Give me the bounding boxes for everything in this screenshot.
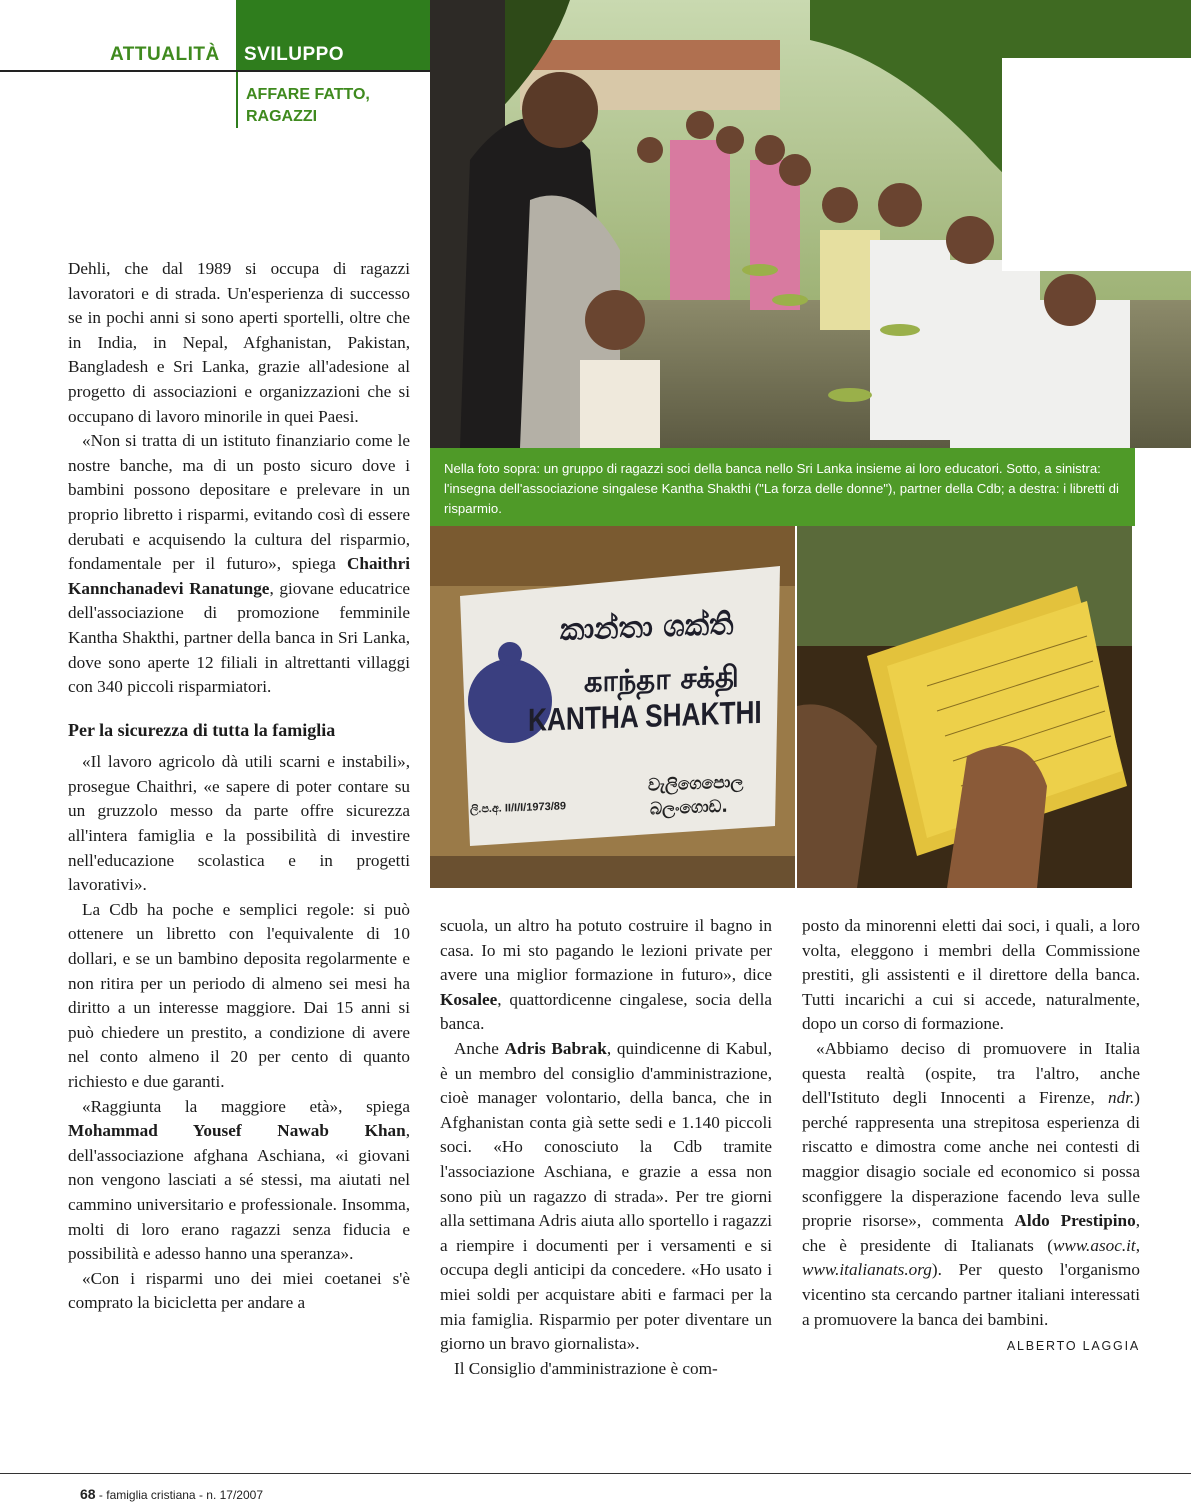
person-name: Mohammad Yousef Nawab Khan [68,1121,406,1141]
kicker-rule [236,72,238,128]
text-column-1 [68,257,410,1316]
article-kicker [246,84,370,128]
author-signature: ALBERTO LAGGIA [1006,1339,1140,1354]
col1-paragraph-3: «Il lavoro agricolo dà utili scarni e instabili», prosegue Chaithri, «e sapere di poter contare su un gruzzolo messo da parte offre sicurezza all'intera famiglia e la possibilità di investire nell'educazione scolastica e in progetti lavorativi». [68,752,410,895]
sign-registration: ලි.ප.අ. II/I/I/1973/89 [470,800,566,816]
section-subhead: Per la sicurezza di tutta la famiglia [68,719,336,740]
website-link: www.asoc.it [1052,1235,1136,1255]
col1-paragraph-4: La Cdb ha poche e semplici regole: si può ottenere un libretto con l'equivalente di 10 dollari, e se un bambino deposita regolarmente e non ritira per un periodo di almeno sei mesi ha diritto a un interesse maggiore. Dai 15 anni si può chiedere un prestito, a condizione di avere nel conto almeno il 20 per cento di quanto richiesto e due garanti. [68,899,410,1091]
subsection-label: SVILUPPO [244,44,345,65]
page-number: 68 [80,1486,96,1502]
kicker-line-1: AFFARE FATTO, [246,86,370,103]
page-footer [80,1486,263,1502]
section-label: ATTUALITÀ [110,44,220,65]
sign-location-1: වැලිගෙපොල [648,772,744,796]
footer-rule [0,1473,1191,1474]
sign-sinhala-text: කාන්තා ශක්ති [560,606,734,649]
col3-paragraph-1: posto da minorenni eletti dai soci, i quali, a loro volta, eleggono i membri della Commissione prestiti, gli assistenti e il direttore della banca. Tutti incarichi a cui si accede, naturalmente, dopo un corso di formazione. [802,916,1140,1034]
col1-paragraph-2: «Non si tratta di un istituto finanziario come le nostre banche, ma di un posto sicuro dove i bambini possono depositare e prelevare in un proprio libretto i risparmi, evitando così di essere derubati e acquisendo la cultura del risparmio, fondamentale per il futuro», spiega Chaithri Kannchanadevi Ranatunge, giovane educatrice dell'associazione di promozione femminile Kantha Shakthi, partner della banca in Sri Lanka, dove sono aperte 12 filiali in altrettanti villaggi con 340 piccoli risparmiatori. [68,431,411,697]
sign-location-2: බලංගොඩ. [650,796,728,820]
person-name: Adris Babrak [504,1038,607,1058]
col1-paragraph-1: Dehli, che dal 1989 si occupa di ragazzi lavoratori e di strada. Un'esperienza di successo se in pochi anni si sono aperti sportelli, oltre che in India, in Nepal, Afghanistan, Pakistan, Bangladesh e Sri Lanka, grazie all'adesione al progetto di associazioni e organizzazioni che si occupano di lavoro minorile in quei Paesi. [68,259,410,426]
col1-paragraph-6: «Con i risparmi uno dei miei coetanei s'è comprato la bicicletta per andare a [68,1268,410,1313]
website-link: www.italianats.org [802,1260,932,1280]
photo-kantha-shakthi-sign [430,526,795,888]
page-margin-block [1002,58,1191,271]
text-column-2 [440,914,772,1381]
person-name: Aldo Prestipino [1014,1211,1136,1231]
col2-paragraph-1: scuola, un altro ha potuto costruire il bagno in casa. Io mi sto pagando le lezioni private per avere una miglior formazione in futuro», dice Kosalee, quattordicenne cingalese, socia della banca. [440,916,772,1034]
col1-paragraph-5: «Raggiunta la maggiore età», spiega Mohammad Yousef Nawab Khan, dell'associazione afghana Aschiana, «i giovani non vengono lasciati a sé stessi, ma aiutati nel cammino universitario e professionale. Insomma, molti di loro erano ragazzi senza fiducia e possibilità e adesso hanno una speranza». [68,1096,410,1264]
col3-paragraph-2: «Abbiamo deciso di promuovere in Italia questa realtà (ospite, tra l'altro, anche dell'Istituto degli Innocenti a Firenze, ndr.) perché rappresenta una strepitosa esperienza di riscatto e dimostra come anche nei contesti di maggior disagio sociale ed economico si possa sconfiggere la disperazione facendo leva sulle proprie risorse», commenta Aldo Prestipino, che è presidente di Italianats (www.asoc.it, www.italianats.org). Per questo l'organismo vicentino sta cercando partner italiani interessati a promuovere la banca dei bambini. [802,1038,1140,1329]
kicker-line-2: RAGAZZI [246,108,318,125]
savings-booklets-image [797,526,1132,888]
sign-tamil-text: காந்தா சக்தி [584,659,739,699]
col2-paragraph-3: Il Consiglio d'amministrazione è com- [454,1358,718,1378]
sign-name: KANTHA SHAKTHI [528,693,762,738]
photo-savings-booklets [797,526,1132,888]
person-name: Chaithri Kannchanadevi Ranatunge [68,554,410,598]
col2-paragraph-2: Anche Adris Babrak, quindicenne di Kabul, è un membro del consiglio d'amministrazione, cioè manager volontario, della banca, che in Afghanistan conta già sette sedi e 1.140 piccoli soci. «Ho conosciuto la Cdb tramite l'associazione Aschiana, e grazie a essa non sono più un ragazzo di strada». Per tre giorni alla settimana Adris aiuta allo sportello i ragazzi a riempire i documenti per i versamenti e si occupa degli anticipi da concedere. «Ho usato i miei soldi per acquistare abiti e farmaci per la mia famiglia. Risparmio per poter diventare un giorno un bravo giornalista». [440,1038,772,1354]
photo-caption: Nella foto sopra: un gruppo di ragazzi soci della banca nello Sri Lanka insieme ai loro educatori. Sotto, a sinistra: l'insegna dell'associazione singalese Kantha Shakthi ("La forza delle donne"), partner della Cdb; a destra: i libretti di risparmio. [444,461,1119,516]
magazine-issue: - famiglia cristiana - n. 17/2007 [95,1488,263,1502]
text-column-3 [802,914,1140,1359]
person-name: Kosalee [440,989,498,1009]
